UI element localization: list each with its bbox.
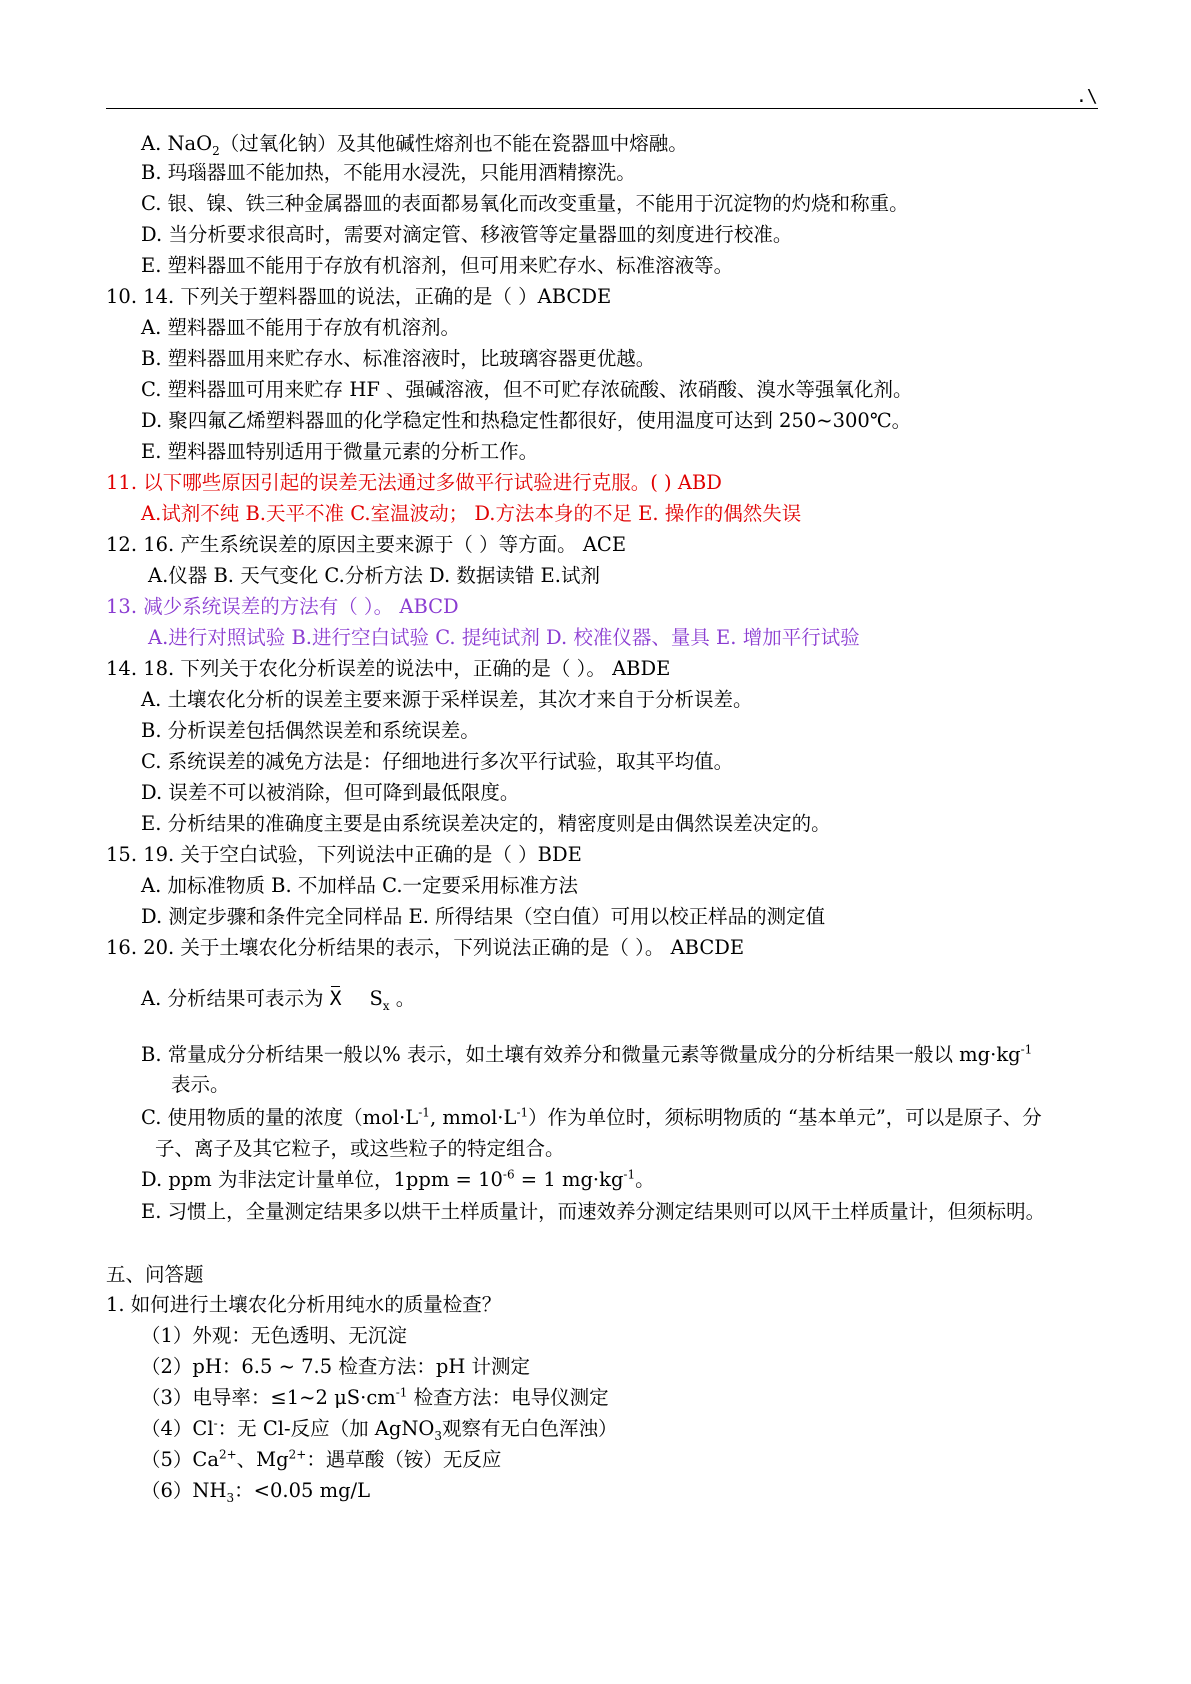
text-line-10: D. 聚四氟乙烯塑料器皿的化学稳定性和热稳定性都很好，使用温度可达到 250~300℃。 (141, 409, 912, 432)
text-line-34: E. 习惯上，全量测定结果多以烘干土样质量计，而速效养分测定结果则可以风干土样质量计，但须标明。 (141, 1200, 1046, 1223)
text-run: ）作为单位时，须标明物质的 “基本单元”，可以是原子、分 (528, 1106, 1042, 1129)
text-line-19: A. 土壤农化分析的误差主要来源于采样误差，其次才来自于分析误差。 (141, 688, 753, 711)
text-run: S (369, 987, 383, 1010)
text-line-41 (141, 1446, 501, 1474)
mean-symbol: X (330, 985, 342, 1013)
text-run: ：无 Cl-反应（加 AgNO (217, 1417, 435, 1440)
text-line-14: 12. 16. 产生系统误差的原因主要来源于（ ）等方面。 ACE (106, 533, 627, 556)
text-line-11: E. 塑料器皿特别适用于微量元素的分析工作。 (141, 440, 539, 463)
text-run: ：遇草酸（铵）无反应 (306, 1448, 502, 1471)
text-line-23: E. 分析结果的准确度主要是由系统误差决定的，精密度则是由偶然误差决定的。 (141, 812, 831, 835)
text-line-2: B. 玛瑙器皿不能加热，不能用水浸洗，只能用酒精擦洗。 (141, 161, 636, 184)
text-run: （5）Ca (141, 1448, 219, 1471)
text-line-15: A.仪器 B. 天气变化 C.分析方法 D. 数据读错 E.试剂 (148, 564, 600, 587)
superscript: -1 (1020, 1042, 1033, 1057)
text-line-40 (141, 1415, 618, 1443)
text-line-30: 表示。 (171, 1073, 230, 1096)
text-run: （3）电导率：≤1~2 μS·cm (141, 1386, 396, 1409)
text-line-21: C. 系统误差的减免方法是：仔细地进行多次平行试验，取其平均值。 (141, 750, 734, 773)
text-line-6: 10. 14. 下列关于塑料器皿的说法，正确的是（ ）ABCDE (106, 285, 612, 308)
text-line-9: C. 塑料器皿可用来贮存 HF 、强碱溶液，但不可贮存浓硫酸、浓硝酸、溴水等强氧化剂。 (141, 378, 913, 401)
text-run: A. 分析结果可表示为 (141, 987, 330, 1010)
text-run: 、Mg (236, 1448, 289, 1471)
superscript: -1 (516, 1105, 529, 1120)
text-line-5: E. 塑料器皿不能用于存放有机溶剂，但可用来贮存水、标准溶液等。 (141, 254, 734, 277)
text-run: （4）Cl (141, 1417, 214, 1440)
superscript: -6 (502, 1167, 515, 1182)
text-line-33 (141, 1166, 655, 1194)
text-line-36: 1. 如何进行土壤农化分析用纯水的质量检查？ (106, 1293, 502, 1316)
subscript: 3 (434, 1428, 443, 1443)
text-line-4: D. 当分析要求很高时，需要对滴定管、移液管等定量器皿的刻度进行校准。 (141, 223, 793, 246)
text-line-29 (141, 1041, 1032, 1069)
text-line-27: 16. 20. 关于土壤农化分析结果的表示，下列说法正确的是（ ）。 ABCDE (106, 936, 745, 959)
text-line-32: 子、离子及其它粒子，或这些粒子的特定组合。 (155, 1137, 565, 1160)
text-line-25: A. 加标准物质 B. 不加样品 C.一定要采用标准方法 (141, 874, 579, 897)
text-run: D. ppm 为非法定计量单位，1ppm = 10 (141, 1168, 503, 1191)
text-line-18: 14. 18. 下列关于农化分析误差的说法中，正确的是（ ）。 ABDE (106, 657, 671, 680)
text-line-3: C. 银、镍、铁三种金属器皿的表面都易氧化而改变重量，不能用于沉淀物的灼烧和称重。 (141, 192, 909, 215)
text-line-38: （2）pH：6.5 ~ 7.5 检查方法：pH 计测定 (141, 1355, 531, 1378)
text-line-42 (141, 1477, 370, 1505)
superscript: -1 (623, 1167, 636, 1182)
text-run: 。 (389, 987, 416, 1010)
text-line-12: 11. 以下哪些原因引起的误差无法通过多做平行试验进行克服。( ) ABD (106, 471, 722, 494)
superscript: -1 (395, 1385, 408, 1400)
text-run: B. 常量成分分析结果一般以% 表示，如土壤有效养分和微量元素等微量成分的分析结果一般以 mg·kg (141, 1043, 1021, 1066)
text-line-8: B. 塑料器皿用来贮存水、标准溶液时，比玻璃容器更优越。 (141, 347, 656, 370)
text-line-1 (141, 130, 688, 158)
text-line-13: A.试剂不纯 B.天平不准 C.室温波动； D.方法本身的不足 E. 操作的偶然失误 (141, 502, 802, 525)
text-line-37: （1）外观：无色透明、无沉淀 (141, 1324, 407, 1347)
text-line-20: B. 分析误差包括偶然误差和系统误差。 (141, 719, 480, 742)
text-run: = 1 mg·kg (514, 1168, 624, 1191)
text-run: 。 (635, 1168, 655, 1191)
text-line-31 (141, 1104, 1042, 1132)
text-line-24: 15. 19. 关于空白试验，下列说法中正确的是（ ）BDE (106, 843, 582, 866)
text-run: A. NaO (141, 132, 213, 155)
header-mark: .\ (1076, 86, 1098, 107)
text-line-17: A.进行对照试验 B.进行空白试验 C. 提纯试剂 D. 校准仪器、量具 E. 增加平行试验 (148, 626, 860, 649)
text-run: C. 使用物质的量的浓度（mol·L (141, 1106, 419, 1129)
text-run: （6）NH (141, 1479, 227, 1502)
superscript: -1 (418, 1105, 430, 1120)
superscript: - (213, 1416, 218, 1431)
text-run: 观察有无白色浑浊） (442, 1417, 618, 1440)
text-run: 检查方法：电导仪测定 (407, 1386, 609, 1409)
text-line-39 (141, 1384, 609, 1412)
text-run: ：<0.05 mg/L (234, 1479, 371, 1502)
subscript: x (382, 998, 390, 1013)
superscript: 2+ (218, 1447, 237, 1462)
header-rule (106, 108, 1098, 109)
text-line-26: D. 测定步骤和条件完全同样品 E. 所得结果（空白值）可用以校正样品的测定值 (141, 905, 826, 928)
text-run: （过氧化钠）及其他碱性熔剂也不能在瓷器皿中熔融。 (219, 132, 688, 155)
text-run: , mmol·L (429, 1106, 517, 1129)
text-line-7: A. 塑料器皿不能用于存放有机溶剂。 (141, 316, 460, 339)
text-line-16: 13. 减少系统误差的方法有（ ）。 ABCD (106, 595, 459, 618)
subscript: 3 (226, 1490, 235, 1505)
text-line-28 (141, 985, 415, 1013)
subscript: 2 (212, 143, 220, 158)
text-line-35: 五、问答题 (106, 1263, 204, 1286)
superscript: 2+ (288, 1447, 307, 1462)
text-line-22: D. 误差不可以被消除，但可降到最低限度。 (141, 781, 520, 804)
